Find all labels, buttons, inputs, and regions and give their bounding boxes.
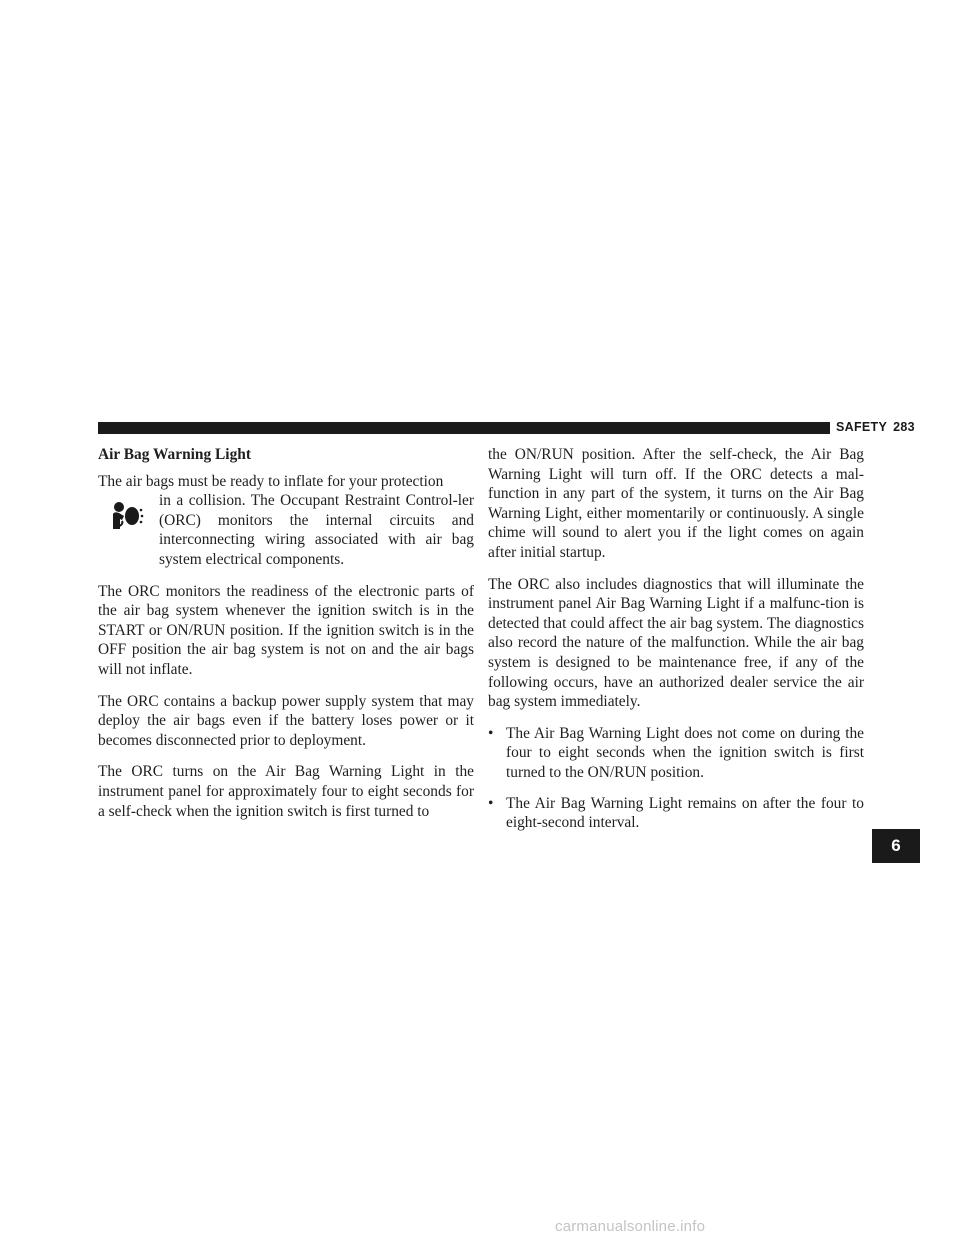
- left-paragraph-3: The ORC turns on the Air Bag Warning Light in the instrument panel for approximately four to eight seconds for a self-check when the ignition switch is first turned to: [98, 763, 474, 820]
- bullet-text: The Air Bag Warning Light remains on after the four to eight-second interval.: [506, 794, 864, 832]
- header-section: SAFETY: [836, 420, 888, 434]
- bullet-dot: •: [488, 794, 494, 812]
- intro-block: [98, 491, 474, 569]
- intro-rest: in a collision. The Occupant Restraint Control-ler (ORC) monitors the internal circuits and interconnecting wiring associated with air bag system electrical components.: [159, 492, 474, 568]
- right-column: [488, 445, 864, 844]
- intro-first-line: The air bags must be ready to inflate for your protection: [98, 472, 444, 490]
- watermark: carmanualsonline.info: [555, 1218, 706, 1235]
- left-paragraph-2: The ORC contains a backup power supply system that may deploy the air bags even if the battery loses power or it becomes disconnected prior to deployment.: [98, 692, 474, 749]
- right-paragraph-2: The ORC also includes diagnostics that will illuminate the instrument panel Air Bag Warning Light if a malfunc-tion is detected that could affect the air bag system. The diagnostics also record the nature of the malfunction. While the air bag system is designed to be maintenance free, if any of the following occurs, have an authorized dealer service the air bag system immediately.: [488, 575, 864, 711]
- chapter-tab: 6: [872, 829, 920, 863]
- bullet-dot: •: [488, 724, 494, 742]
- airbag-warning-icon-wrap: [98, 491, 159, 569]
- left-paragraph-1: The ORC monitors the readiness of the electronic parts of the air bag system whenever the ignition switch is in the START or ON/RUN position. If the ignition switch is in the OFF position the air bag system is not on and the air bags will not inflate.: [98, 582, 474, 678]
- list-item: [488, 724, 864, 783]
- list-item: [488, 794, 864, 833]
- header-rule: [98, 422, 830, 434]
- running-header: [836, 420, 915, 434]
- page-number: 283: [893, 420, 915, 434]
- section-title: Air Bag Warning Light: [98, 446, 251, 463]
- bullet-list: [488, 724, 864, 833]
- left-column: [98, 445, 474, 833]
- airbag-warning-icon: [110, 501, 144, 533]
- right-paragraph-1: the ON/RUN position. After the self-check, the Air Bag Warning Light will turn off. If the ORC detects a mal-function in any part of the system, it turns on the Air Bag Warning Light, either momentarily or continuously. A single chime will sound to alert you if the light comes on again after initial startup.: [488, 446, 864, 561]
- bullet-text: The Air Bag Warning Light does not come on during the four to eight seconds when the ignition switch is first turned to the ON/RUN position.: [506, 724, 864, 781]
